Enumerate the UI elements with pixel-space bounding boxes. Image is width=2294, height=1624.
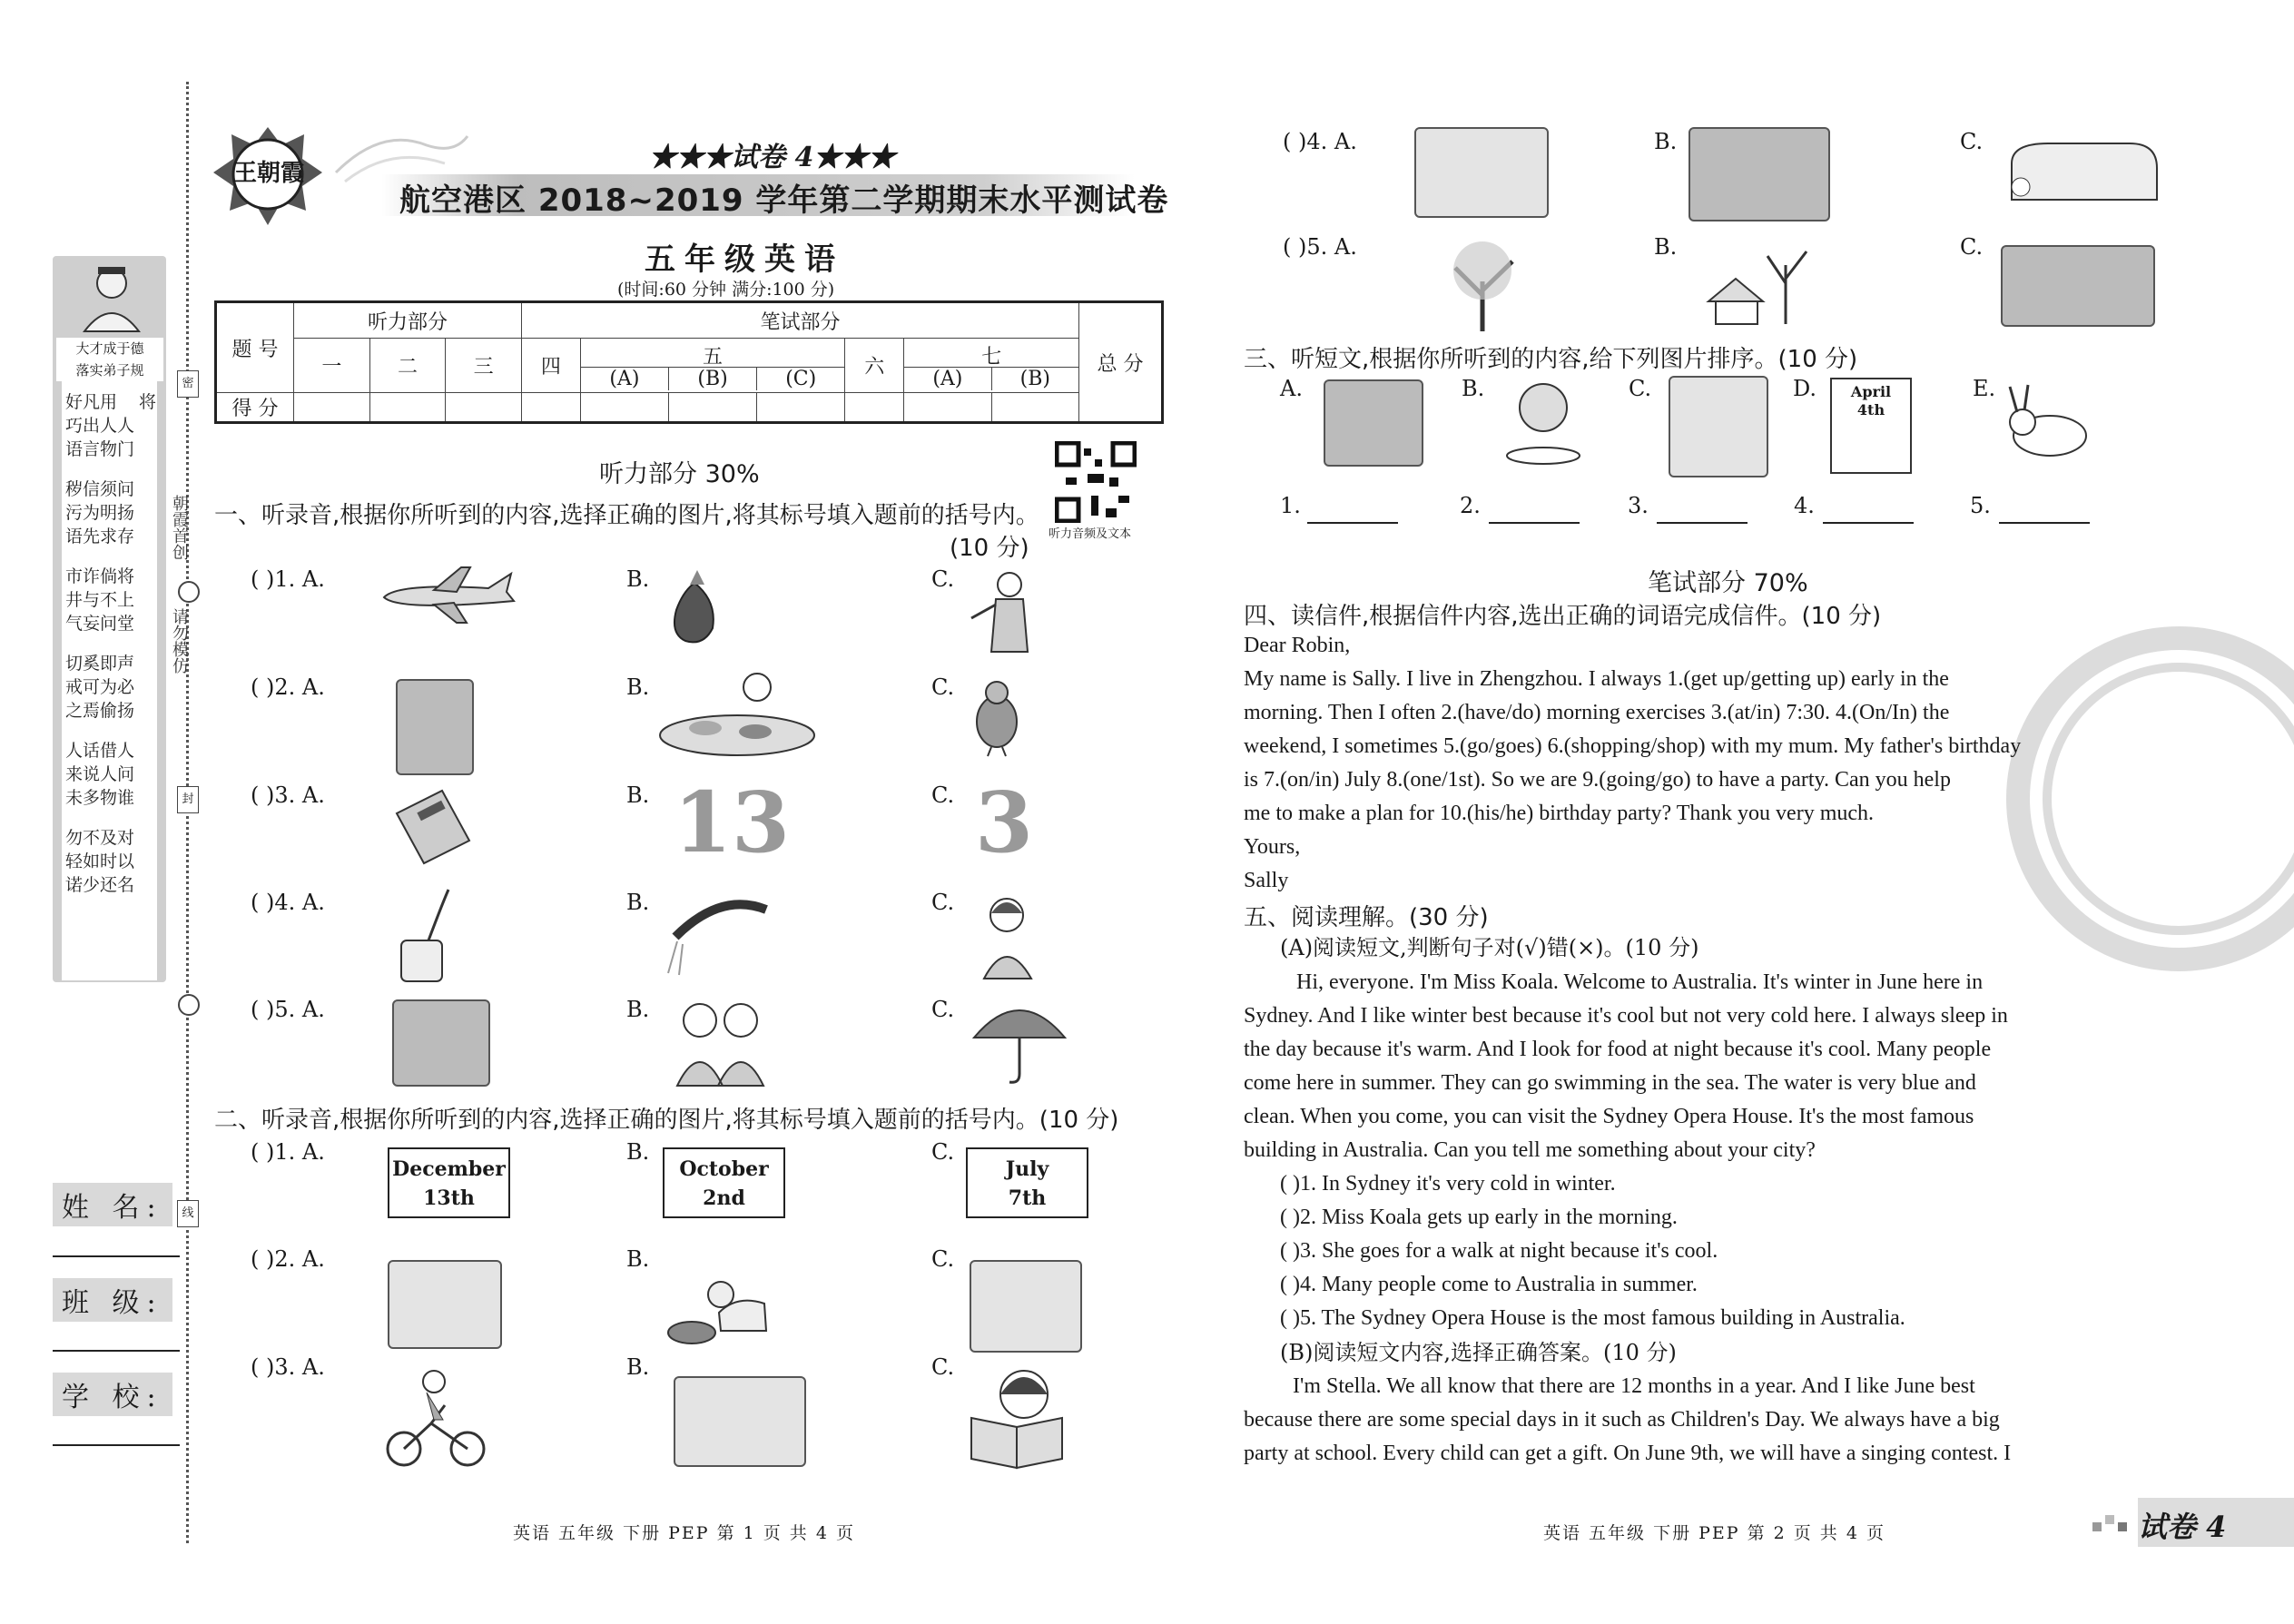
part5-instruction: 五、阅读理解。(30 分) xyxy=(1244,904,1489,931)
name-label: 姓 名: xyxy=(53,1183,172,1226)
q1-5-c: C. xyxy=(931,997,955,1022)
dinner-table-clock-icon[interactable] xyxy=(655,672,819,763)
p3-blank-5[interactable] xyxy=(1999,495,2090,524)
q2-1-b: B. xyxy=(626,1139,650,1165)
paper-number: ★★★试卷 4★★★ xyxy=(649,142,896,173)
p3-calendar[interactable]: April 4th xyxy=(1830,378,1912,474)
part1-instruction: 一、听录音,根据你所听到的内容,选择正确的图片,将其标号填入题前的括号内。 xyxy=(214,502,1039,529)
q1-1-c: C. xyxy=(931,566,955,592)
thinking-boy-icon[interactable] xyxy=(975,890,1039,980)
q1-5-b: B. xyxy=(626,997,650,1022)
class-field[interactable] xyxy=(53,1350,180,1352)
motto: 大才成于德 落实弟子规 xyxy=(56,338,163,381)
date-option-c[interactable]: July 7th xyxy=(966,1147,1088,1218)
q1-4-c: C. xyxy=(931,890,955,915)
badge-squares-icon xyxy=(2092,1511,2136,1535)
score-table: 题 号 听力部分 笔试部分 总 分 一 二 三 四 五 (A) (B) (C) 六 七 (A) (B) 得 分 xyxy=(214,300,1164,424)
airplane-icon[interactable] xyxy=(379,563,516,626)
judge-q2[interactable]: ( )2. Miss Koala gets up early in the morning. xyxy=(1280,1206,1678,1229)
q1-2-label: ( )2. A. xyxy=(251,674,325,700)
date-option-b[interactable]: October 2nd xyxy=(663,1147,785,1218)
winter-house-icon[interactable] xyxy=(1699,238,1817,329)
p3-option-a: A. xyxy=(1280,376,1303,401)
sofa-cat-picture[interactable] xyxy=(388,1260,502,1349)
p3-blank-2-label: 2. xyxy=(1460,493,1481,518)
q1-2-b: B. xyxy=(626,674,650,700)
logo-text: 王朝霞 xyxy=(232,160,304,187)
date-option-a[interactable]: December 13th xyxy=(388,1147,510,1218)
judge-q5[interactable]: ( )5. The Sydney Opera House is the most famous building in Australia. xyxy=(1280,1306,1905,1330)
q2-3-c: C. xyxy=(931,1354,955,1380)
q2-2-label: ( )2. A. xyxy=(251,1246,325,1272)
landscape-picture[interactable] xyxy=(2001,245,2155,327)
p3-option-c: C. xyxy=(1629,376,1652,401)
part5b-title: (B)阅读短文内容,选择正确答案。(10 分) xyxy=(1280,1340,1677,1365)
q2-5-label: ( )5. A. xyxy=(1283,234,1357,260)
p3-option-b: B. xyxy=(1462,376,1485,401)
waterfall-picture[interactable] xyxy=(396,679,474,775)
boy-eating-icon[interactable] xyxy=(1498,376,1589,467)
room-picture[interactable] xyxy=(1414,127,1549,218)
p3-blank-3[interactable] xyxy=(1657,495,1748,524)
q1-4-b: B. xyxy=(626,890,650,915)
p3-blank-1[interactable] xyxy=(1307,495,1398,524)
main-title: 航空港区 2018~2019 学年第二学期期末水平测试卷 xyxy=(399,182,1169,219)
girl-seat-picture[interactable] xyxy=(674,1376,806,1467)
part4-instruction: 四、读信件,根据信件内容,选出正确的词语完成信件。(10 分) xyxy=(1244,603,1882,630)
q1-1-label: ( )1. A. xyxy=(251,566,325,592)
school-label: 学 校: xyxy=(53,1373,172,1416)
q2-5-c: C. xyxy=(1960,234,1984,260)
q2-5-b: B. xyxy=(1654,234,1678,260)
judge-q3[interactable]: ( )3. She goes for a walk at night because it's cool. xyxy=(1280,1239,1718,1263)
p3-option-e: E. xyxy=(1973,376,1996,401)
qr-code-icon[interactable] xyxy=(1055,441,1137,523)
grade-title: 五年级英语 xyxy=(645,241,844,278)
q2-1-label: ( )1. A. xyxy=(251,1139,325,1165)
p3-desk-picture[interactable] xyxy=(1669,376,1768,477)
p3-blank-5-label: 5. xyxy=(1970,493,1991,518)
ink-bottle-icon[interactable] xyxy=(392,886,456,986)
p3-boy-picture[interactable] xyxy=(1324,379,1423,467)
umbrella-icon[interactable] xyxy=(970,997,1069,1088)
seal-box: 线 xyxy=(177,1200,199,1227)
judge-q4[interactable]: ( )4. Many people come to Australia in summer. xyxy=(1280,1273,1698,1296)
two-boys-icon[interactable] xyxy=(670,997,770,1088)
qr-caption: 听力音频及文本 xyxy=(1049,527,1132,541)
page-footer-left: 英语 五年级 下册 PEP 第 1 页 共 4 页 xyxy=(513,1523,855,1543)
q1-3-c: C. xyxy=(931,782,955,808)
judgment-questions xyxy=(1280,1167,2188,1335)
binding-hole xyxy=(178,581,200,603)
q1-5-label: ( )5. A. xyxy=(251,997,325,1022)
dog-bowl-icon[interactable] xyxy=(665,1267,773,1349)
q1-3-label: ( )3. A. xyxy=(251,782,325,808)
letter: Dear Robin, My name is Sally. I live in Zhengzhou. I always 1.(get up/getting up) early in the morning. Then I often 2.(have/do) morning exercises 3.(at/in) 7:30. 4.(On/In) the weekend, I sometimes 5.(go/goes) 6.(shopping/shop) with my mum. My father's birthday is 7.(on/in) July 8.(one/1st). So we are 9.(going/go) to have a party. Can you help me to make a plan for 10.(his/he) birthday party? Thank you very much. Yours, Sally xyxy=(1244,634,2022,892)
p3-blank-1-label: 1. xyxy=(1280,493,1301,518)
part1-score: (10 分) xyxy=(950,535,1029,562)
boxes-mouse-picture[interactable] xyxy=(970,1260,1082,1353)
q2-1-c: C. xyxy=(931,1139,955,1165)
q1-3-b: B. xyxy=(626,782,650,808)
proverb-text: 好凡用 将 巧出人人 语言物门 秽信须问 污为明扬 语先求存 市诈倘将 井与不上 气妄问堂 切奚即声 戒可为必 之焉偷扬 人话借人 来说人问 未多物谁 勿不及对 轻如时以 诺少还名 xyxy=(65,392,156,895)
autumn-tree-icon[interactable] xyxy=(1433,236,1532,336)
q2-4-c: C. xyxy=(1960,129,1984,154)
q2-4-label: ( )4. A. xyxy=(1283,129,1357,154)
q1-1-b: B. xyxy=(626,566,650,592)
p3-blank-2[interactable] xyxy=(1489,495,1580,524)
binding-hole xyxy=(178,994,200,1016)
q2-3-b: B. xyxy=(626,1354,650,1380)
eggplant-icon[interactable] xyxy=(663,565,726,646)
passage-a: Hi, everyone. I'm Miss Koala. Welcome to Australia. It's winter in June here in Sydney. And I like winter best because it's cool but not very cold here. I always sleep in the day because it's warm. And I look for food at night because it's cool. Many people come here in summer. They can go swimming in the sea. The water is very blue and clean. When you come, you can visit the Sydney Opera House. It's the most famous building in Australia. Can you tell me something about your city? xyxy=(1244,970,2008,1162)
q1-4-label: ( )4. A. xyxy=(251,890,325,915)
q1-2-c: C. xyxy=(931,674,955,700)
number-3[interactable]: 3 xyxy=(975,773,1034,871)
p3-option-d: D. xyxy=(1793,376,1817,401)
part5a-title: (A)阅读短文,判断句子对(√)错(×)。(10 分) xyxy=(1280,935,1699,960)
exam-info: (时间:60 分钟 满分:100 分) xyxy=(617,280,835,300)
girl-reading-icon[interactable] xyxy=(962,1363,1071,1472)
paper-badge: 试卷 4 xyxy=(2138,1510,2227,1544)
textbook-icon[interactable] xyxy=(392,786,474,868)
name-field[interactable] xyxy=(53,1255,180,1257)
sofa-rabbit-icon[interactable] xyxy=(1994,136,2161,209)
page-footer-right: 英语 五年级 下册 PEP 第 2 页 共 4 页 xyxy=(1543,1523,1885,1543)
judge-q1[interactable]: ( )1. In Sydney it's very cold in winter. xyxy=(1280,1172,1616,1196)
waiter-icon[interactable] xyxy=(964,568,1046,655)
girl-bicycle-icon[interactable] xyxy=(381,1369,490,1469)
q2-3-label: ( )3. A. xyxy=(251,1354,325,1380)
seal-box: 封 xyxy=(177,786,199,813)
p3-blank-4[interactable] xyxy=(1823,495,1914,524)
water-spray-icon[interactable] xyxy=(666,891,775,979)
scholar-icon xyxy=(71,263,153,336)
listening-title: 听力部分 30% xyxy=(599,460,760,488)
building-picture[interactable] xyxy=(392,999,490,1087)
school-field[interactable] xyxy=(53,1444,180,1446)
part3-instruction: 三、听短文,根据你所听到的内容,给下列图片排序。(10 分) xyxy=(1244,346,1858,373)
q2-2-c: C. xyxy=(931,1246,955,1272)
rabbit-icon[interactable] xyxy=(1997,381,2097,463)
q2-2-b: B. xyxy=(626,1246,650,1272)
binding-note: 朝霞首创 xyxy=(170,495,189,560)
binding-note: 请勿模仿 xyxy=(170,608,189,674)
p3-blank-4-label: 4. xyxy=(1794,493,1815,518)
class-label: 班 级: xyxy=(53,1278,172,1322)
part2-instruction: 二、听录音,根据你所听到的内容,选择正确的图片,将其标号填入题前的括号内。(10 分) xyxy=(214,1107,1119,1134)
number-13[interactable]: 13 xyxy=(674,773,791,871)
passage-b: I'm Stella. We all know that there are 12 months in a year. And I like June best because there are some special days in it such as Children's Day. We always have a big party at school. Every child can get a gift. On June 9th, we will have a singing contest. I xyxy=(1244,1374,2012,1465)
p3-blank-3-label: 3. xyxy=(1628,493,1649,518)
seal-box: 密 xyxy=(177,370,199,398)
classroom-picture[interactable] xyxy=(1689,127,1830,221)
writing-title: 笔试部分 70% xyxy=(1648,569,1808,597)
q2-4-b: B. xyxy=(1654,129,1678,154)
bird-icon[interactable] xyxy=(970,676,1024,758)
